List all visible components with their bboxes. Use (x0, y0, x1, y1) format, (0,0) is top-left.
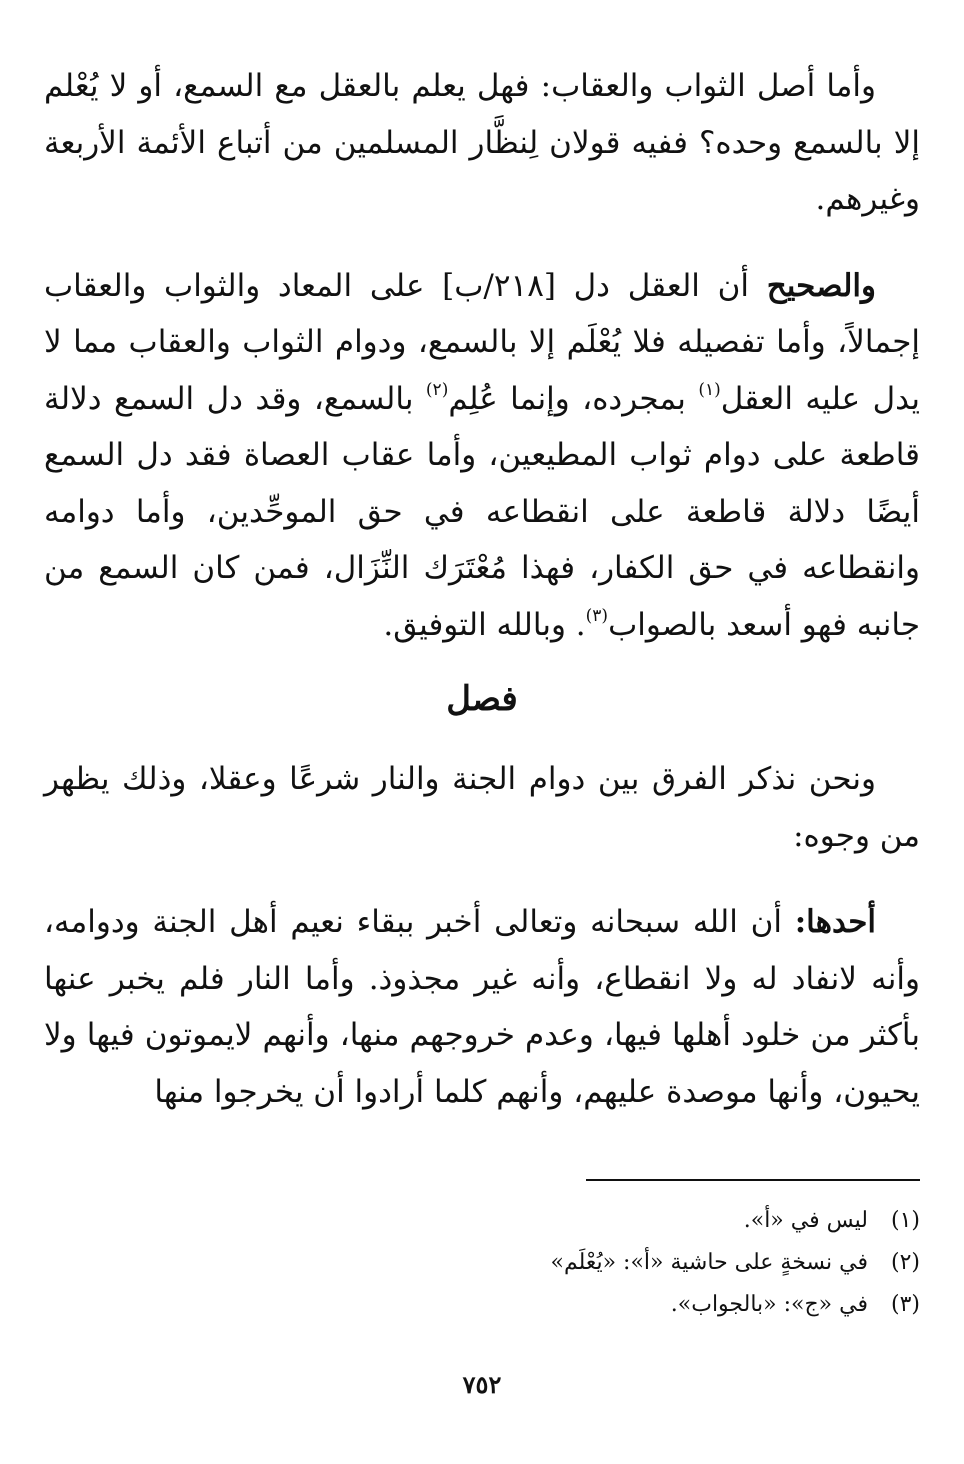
footnote-divider (586, 1179, 920, 1181)
footnote-text: في «ج»: «بالجواب». (670, 1292, 868, 1317)
footnote-item (44, 1242, 920, 1284)
paragraph-correct-view (44, 258, 920, 654)
footnote-number: (٢) (890, 1250, 920, 1275)
footnote-number: (١) (890, 1208, 920, 1233)
paragraph-reward-origin: وأما أصل الثواب والعقاب: فهل يعلم بالعقل مع السمع، أو لا يُعْلم إلا بالسمع وحده؟ ففيه قولان لِنظَّار المسلمين من أتباع الأئمة الأربعة وغيرهم. (44, 68, 920, 217)
footnote-ref-2[interactable]: (٢) (425, 379, 449, 400)
paragraph-text: بالسمع، وقد دل السمع دلالة قاطعة على دوام ثواب المطيعين، وأما عقاب العصاة فقد دل السمع أيضًا دلالة قاطعة على انقطاعه في حق الموحِّدين، وأما دوامه وانقطاعه في حق الكفار، فهذا مُعْتَرَك النِّزَال، فمن كان السمع من جانبه فهو أسعد بالصواب (44, 380, 920, 643)
section-heading: فصل (446, 679, 518, 719)
footnote-ref-1[interactable]: (١) (698, 379, 721, 400)
paragraph-lead-word: أحدها: (794, 904, 876, 940)
footnote-ref-3[interactable]: (٣) (585, 605, 609, 626)
paragraph-difference-intro: ونحن نذكر الفرق بين دوام الجنة والنار شرعًا وعقلا، وذلك يظهر من وجوه: (44, 761, 920, 854)
page-number: ٧٥٢ (462, 1370, 502, 1399)
footnote-text: في نسخةٍ على حاشية «أ»: «يُعْلَم» (550, 1250, 868, 1275)
footnote-item (44, 1200, 920, 1242)
footnote-text: ليس في «أ». (743, 1208, 868, 1233)
footnote-item (44, 1284, 920, 1326)
paragraph-lead-word: والصحيح (766, 267, 876, 304)
paragraph-text: بمجرده، وإنما عُلِم (448, 380, 699, 417)
paragraph-text: . وبالله التوفيق. (383, 606, 586, 643)
footnotes (44, 1200, 920, 1326)
page-body (44, 58, 920, 1120)
paragraph-text: أن الله سبحانه وتعالى أخبر ببقاء نعيم أهل الجنة ودوامه، وأنه لانفاد له ولا انقطاع، وأنه غير مجذوذ. وأما النار فلم يخبر عنها بأكثر من خلود أهلها فيها، وعدم خروجهم منها، وأنهم لايموتون فيها ولا يحيون، وأنها موصدة عليهم، وأنهم كلما أرادوا أن يخرجوا منها (44, 904, 920, 1110)
paragraph-first-aspect (44, 894, 920, 1120)
footnote-number: (٣) (890, 1292, 920, 1317)
paragraph-text: أن العقل دل [٢١٨/ب] على المعاد والثواب والعقاب إجمالاً، وأما تفصيله فلا يُعْلَم إلا بالسمع، ودوام الثواب والعقاب مما لا يدل عليه العقل (44, 267, 921, 417)
